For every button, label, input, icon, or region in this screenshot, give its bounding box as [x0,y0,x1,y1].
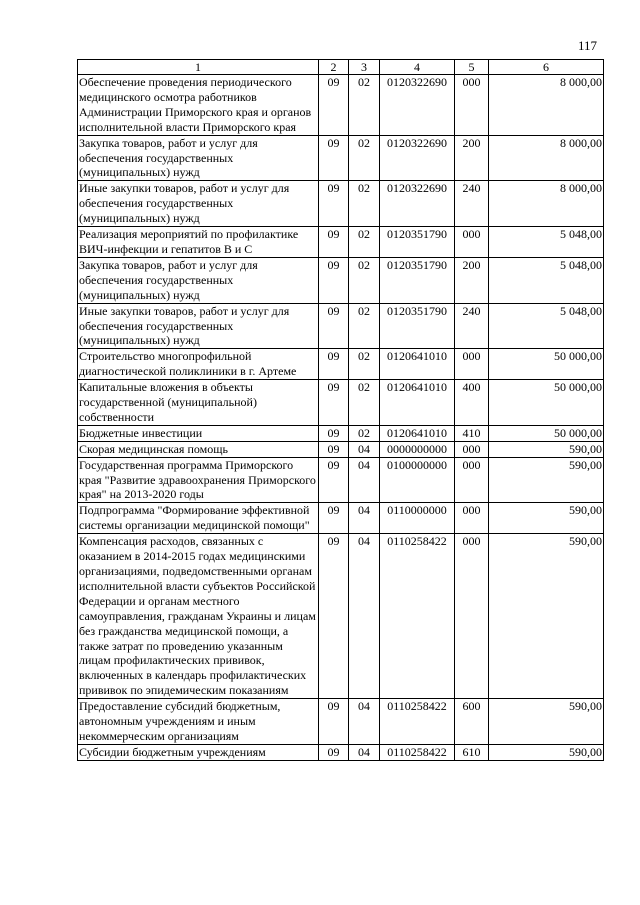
row-subsection: 02 [349,425,380,441]
table-row [78,534,604,699]
row-subsection: 02 [349,181,380,227]
row-name: Предоставление субсидий бюджетным, автономным учреждениям и иным некоммерческим организациям [78,699,319,745]
table-row [78,227,604,258]
row-name: Бюджетные инвестиции [78,425,319,441]
row-expense-type: 000 [455,441,489,457]
budget-table [77,59,604,761]
row-target-item: 0120351790 [380,227,455,258]
row-section: 09 [319,227,349,258]
row-section: 09 [319,457,349,503]
row-name: Компенсация расходов, связанных с оказанием в 2014-2015 годах медицинскими организациями, подведомственными органам исполнительной власти субъектов Российской Федерации и органам местного самоуправления, гражданам Украины и лицам без гражданства медицинской помощи, а также затрат по проведению указанным лицам профилактических прививок, включенных в календарь профилактических прививок по эпидемическим показаниям [78,534,319,699]
row-section: 09 [319,349,349,380]
row-subsection: 02 [349,135,380,181]
row-subsection: 04 [349,534,380,699]
row-name: Иные закупки товаров, работ и услуг для обеспечения государственных (муниципальных) нужд [78,181,319,227]
row-section: 09 [319,503,349,534]
row-amount: 590,00 [489,503,604,534]
row-target-item: 0120351790 [380,257,455,303]
row-amount: 590,00 [489,441,604,457]
row-amount: 5 048,00 [489,227,604,258]
table-row [78,441,604,457]
row-target-item: 0120351790 [380,303,455,349]
row-name: Подпрограмма "Формирование эффективной системы организации медицинской помощи" [78,503,319,534]
row-target-item: 0120322690 [380,181,455,227]
row-target-item: 0110258422 [380,699,455,745]
table-row [78,457,604,503]
row-amount: 8 000,00 [489,135,604,181]
row-subsection: 02 [349,257,380,303]
row-name: Строительство многопрофильной диагностической поликлиники в г. Артеме [78,349,319,380]
row-target-item: 0120641010 [380,349,455,380]
column-header-subsection: 3 [349,60,380,75]
row-name: Реализация мероприятий по профилактике ВИЧ-инфекции и гепатитов В и С [78,227,319,258]
row-name: Скорая медицинская помощь [78,441,319,457]
column-header-section: 2 [319,60,349,75]
row-target-item: 0120641010 [380,380,455,426]
row-section: 09 [319,257,349,303]
row-section: 09 [319,425,349,441]
row-name: Субсидии бюджетным учреждениям [78,744,319,760]
row-subsection: 02 [349,303,380,349]
table-row [78,425,604,441]
row-subsection: 02 [349,349,380,380]
column-header-expense-type: 5 [455,60,489,75]
row-amount: 50 000,00 [489,349,604,380]
row-subsection: 04 [349,503,380,534]
row-amount: 50 000,00 [489,380,604,426]
row-subsection: 04 [349,441,380,457]
row-name: Иные закупки товаров, работ и услуг для обеспечения государственных (муниципальных) нужд [78,303,319,349]
row-subsection: 04 [349,457,380,503]
row-amount: 590,00 [489,744,604,760]
row-target-item: 0110000000 [380,503,455,534]
row-expense-type: 240 [455,303,489,349]
row-amount: 590,00 [489,457,604,503]
row-expense-type: 200 [455,257,489,303]
row-subsection: 04 [349,699,380,745]
table-row [78,135,604,181]
row-target-item: 0100000000 [380,457,455,503]
row-target-item: 0120322690 [380,75,455,136]
table-row [78,503,604,534]
row-section: 09 [319,534,349,699]
row-target-item: 0110258422 [380,534,455,699]
row-name: Капитальные вложения в объекты государственной (муниципальной) собственности [78,380,319,426]
row-expense-type: 600 [455,699,489,745]
row-section: 09 [319,303,349,349]
row-expense-type: 240 [455,181,489,227]
table-row [78,181,604,227]
table-row [78,744,604,760]
table-row [78,349,604,380]
row-amount: 8 000,00 [489,75,604,136]
row-expense-type: 000 [455,534,489,699]
row-target-item: 0120322690 [380,135,455,181]
row-section: 09 [319,441,349,457]
page-number: 117 [577,38,597,53]
column-header-amount: 6 [489,60,604,75]
row-expense-type: 610 [455,744,489,760]
table-row [78,699,604,745]
row-expense-type: 000 [455,457,489,503]
row-section: 09 [319,181,349,227]
row-amount: 590,00 [489,699,604,745]
row-name: Обеспечение проведения периодического медицинского осмотра работников Администрации Приморского края и органов исполнительной власти Приморского края [78,75,319,136]
row-subsection: 02 [349,75,380,136]
row-subsection: 02 [349,227,380,258]
table-row [78,303,604,349]
row-amount: 5 048,00 [489,257,604,303]
row-amount: 8 000,00 [489,181,604,227]
row-expense-type: 000 [455,75,489,136]
column-header-name: 1 [78,60,319,75]
row-section: 09 [319,380,349,426]
table-header-row [78,60,604,75]
table-row [78,380,604,426]
row-section: 09 [319,744,349,760]
row-amount: 50 000,00 [489,425,604,441]
row-target-item: 0120641010 [380,425,455,441]
row-expense-type: 000 [455,349,489,380]
table-row [78,75,604,136]
row-expense-type: 200 [455,135,489,181]
row-expense-type: 000 [455,503,489,534]
row-name: Государственная программа Приморского края "Развитие здравоохранения Приморского края" на 2013-2020 годы [78,457,319,503]
row-target-item: 0110258422 [380,744,455,760]
row-expense-type: 400 [455,380,489,426]
row-name: Закупка товаров, работ и услуг для обеспечения государственных (муниципальных) нужд [78,257,319,303]
row-section: 09 [319,699,349,745]
row-expense-type: 410 [455,425,489,441]
row-target-item: 0000000000 [380,441,455,457]
row-expense-type: 000 [455,227,489,258]
row-section: 09 [319,75,349,136]
row-section: 09 [319,135,349,181]
column-header-target-item: 4 [380,60,455,75]
row-subsection: 04 [349,744,380,760]
row-name: Закупка товаров, работ и услуг для обеспечения государственных (муниципальных) нужд [78,135,319,181]
table-row [78,257,604,303]
row-amount: 5 048,00 [489,303,604,349]
row-subsection: 02 [349,380,380,426]
table-body [78,75,604,761]
row-amount: 590,00 [489,534,604,699]
